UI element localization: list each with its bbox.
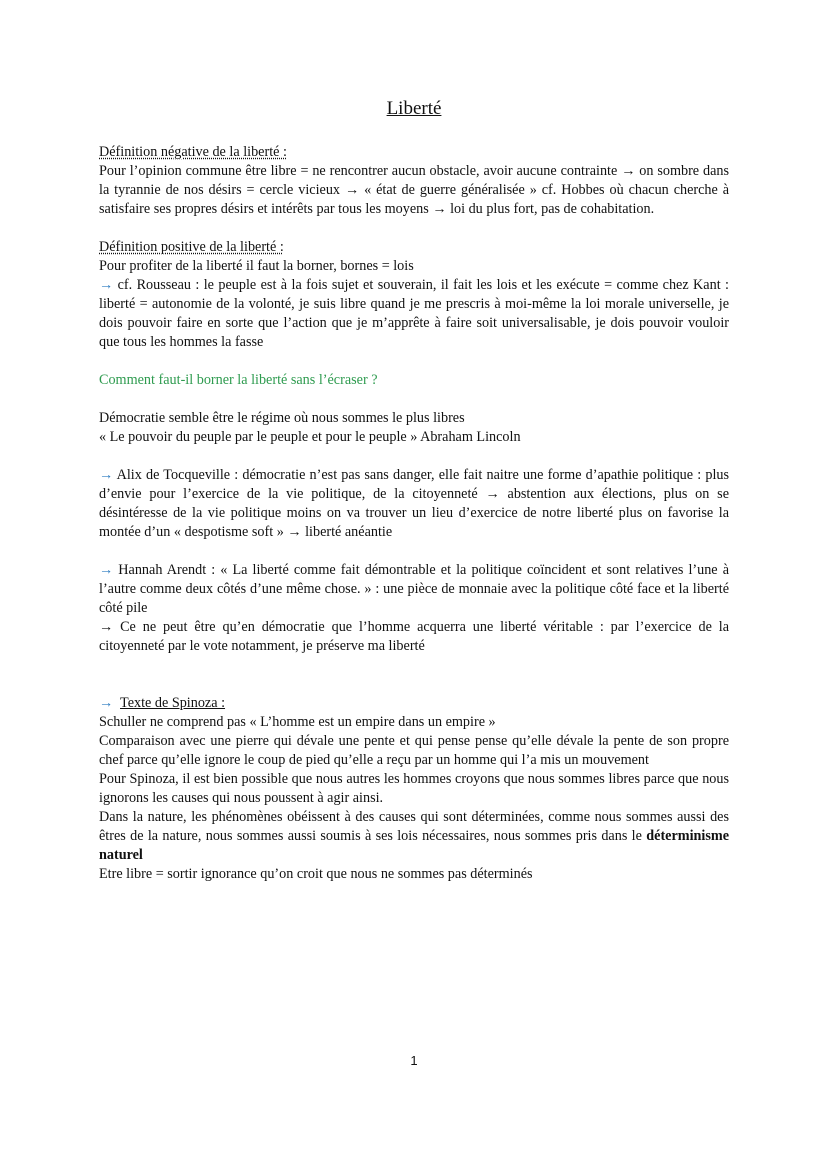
section-heading-positive <box>99 238 729 257</box>
spinoza-line-5: Etre libre = sortir ignorance qu’on croit que nous ne sommes pas déterminés <box>99 866 533 882</box>
heading-spinoza-text: Texte de Spinoza : <box>120 695 226 711</box>
arrow-icon: → <box>99 619 114 635</box>
arrow-icon: → <box>621 163 636 179</box>
paragraph-democratie-liberte <box>99 618 729 656</box>
arrow-icon: → <box>287 524 302 540</box>
text: Alix de Tocqueville : démocratie n’est pas sans danger, elle fait naitre une forme d’apathie politique : plus d’envie pour l’exercice de la vie politique, de la citoyenneté <box>99 467 730 502</box>
paragraph-arendt <box>99 561 729 618</box>
lincoln-quote: « Le pouvoir du peuple par le peuple et pour le peuple » Abraham Lincoln <box>99 429 521 445</box>
heading-positive-text: Définition positive de la liberté : <box>99 239 284 255</box>
text: abstention aux élections, plus on se désintéresse de la vie politique moins on va trouver un lieu d’exercice de notre liberté plus on favorise la montée d’un « despotisme soft » <box>99 486 729 540</box>
page-title: Liberté <box>386 98 442 119</box>
democratie-line: Démocratie semble être le régime où nous sommes le plus libres <box>99 410 465 426</box>
arrow-icon: → <box>344 182 360 198</box>
bold-term: déterminisme naturel <box>99 828 730 863</box>
text: on sombre dans la tyrannie de nos désirs = cercle vicieux <box>99 163 729 198</box>
section-heading-spinoza <box>99 694 729 713</box>
paragraph-negative <box>99 162 729 219</box>
arrow-icon: → <box>99 562 114 578</box>
arrow-icon: → <box>99 277 114 293</box>
text: Pour l’opinion commune être libre = ne rencontrer aucun obstacle, avoir aucune contrainte <box>99 163 618 179</box>
document-body <box>99 143 729 884</box>
spinoza-line-3: Pour Spinoza, il est bien possible que nous autres les hommes croyons que nous sommes libres parce que nous ignorons les causes qui nous poussent à agir ainsi. <box>99 771 729 806</box>
arrow-icon: → <box>99 695 114 711</box>
text: Hannah Arendt : « La liberté comme fait démontrable et la politique coïncident et sont relatives l’une à l’autre comme deux côtés d’une même chose. » : une pièce de monnaie avec la politique côté face et la liberté côté pile <box>99 562 729 616</box>
spinoza-line-2: Comparaison avec une pierre qui dévale une pente et qui pense pense qu’elle dévale la pente de son propre chef parce qu’elle ignore le coup de pied qu’elle a reçu par un homme qui l’a mis un mouvement <box>99 733 729 768</box>
text: Dans la nature, les phénomènes obéissent à des causes qui sont déterminées, comme nous sommes aussi des êtres de la nature, nous sommes aussi soumis à ses lois nécessaires, nous sommes pris dans le <box>99 809 729 844</box>
positive-line: Pour profiter de la liberté il faut la borner, bornes = lois <box>99 258 414 274</box>
arrow-icon: → <box>99 467 114 483</box>
paragraph-rousseau <box>99 276 729 352</box>
spinoza-line-1: Schuller ne comprend pas « L’homme est un empire dans un empire » <box>99 714 496 730</box>
paragraph-tocqueville <box>99 466 729 542</box>
arrow-icon: → <box>485 486 500 502</box>
question-line: Comment faut-il borner la liberté sans l’écraser ? <box>99 372 378 388</box>
text: loi du plus fort, pas de cohabitation. <box>450 201 655 217</box>
arrow-icon: → <box>432 201 447 217</box>
page-number: 1 <box>410 1053 418 1068</box>
heading-negative-text: Définition négative de la liberté : <box>99 144 287 160</box>
section-heading-negative <box>99 143 729 162</box>
text: « état de guerre généralisée » cf. Hobbes où chacun cherche à satisfaire ses propres désirs et intérêts par tous les moyens <box>99 182 730 217</box>
text: cf. Rousseau : le peuple est à la fois sujet et souverain, il fait les lois et les exécute = comme chez Kant : liberté = autonomie de la volonté, je suis libre quand je me prescris à moi-même la loi morale universelle, je dois pouvoir faire en sorte que l’action que je m’apprête à faire soit universalisable, je dois pouvoir vouloir que tous les hommes la fasse <box>99 277 729 350</box>
spinoza-line-4 <box>99 808 729 865</box>
text: liberté anéantie <box>305 524 393 540</box>
text: Ce ne peut être qu’en démocratie que l’homme acquerra une liberté véritable : par l’exercice de la citoyenneté par le vote notamment, je préserve ma liberté <box>99 619 729 654</box>
